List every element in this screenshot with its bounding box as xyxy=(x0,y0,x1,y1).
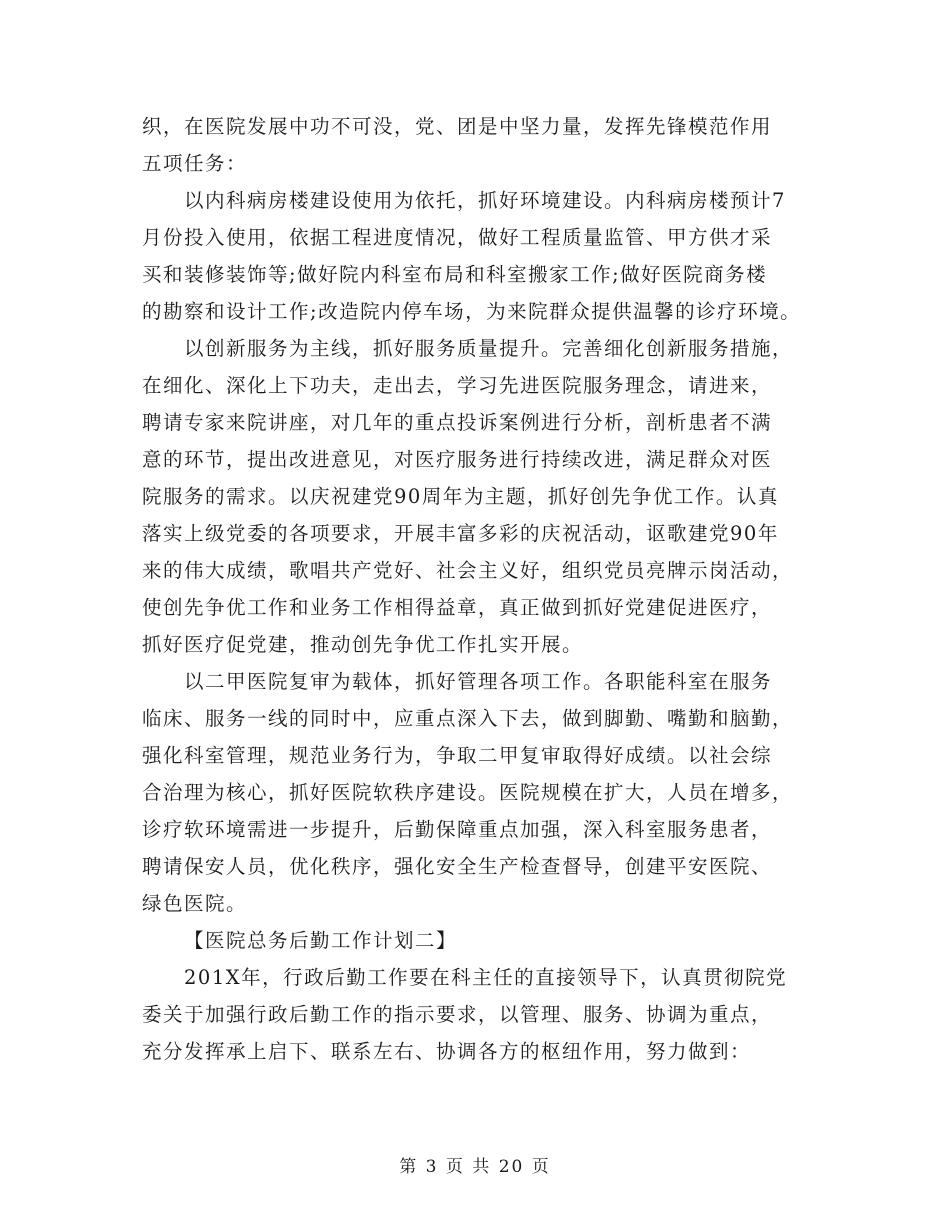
paragraph-start-line: 201X年，行政后勤工作要在科主任的直接领导下，认真贯彻院党 xyxy=(184,966,788,989)
text-line: 抓好医疗促党建，推动创先争优工作扎实开展。 xyxy=(142,633,584,656)
text-line: 意的环节，提出改进意见，对医疗服务进行持续改进，满足群众对医 xyxy=(142,448,773,471)
text-line: 临床、服务一线的同时中，应重点深入下去，做到脚勤、嘴勤和脑勤， xyxy=(142,707,794,730)
section-heading: 【医院总务后勤工作计划二】 xyxy=(184,929,458,952)
text-line: 充分发挥承上启下、联系左右、协调各方的枢纽作用，努力做到： xyxy=(142,1040,752,1063)
text-line: 的勘察和设计工作;改造院内停车场，为来院群众提供温馨的诊疗环境。 xyxy=(142,300,802,323)
page-number-footer: 第 3 页 共 20 页 xyxy=(399,1157,551,1177)
paragraph-start-line: 以内科病房楼建设使用为依托，抓好环境建设。内科病房楼预计7 xyxy=(184,189,786,212)
paragraph-start-line: 以二甲医院复审为载体，抓好管理各项工作。各职能科室在服务 xyxy=(184,670,773,693)
text-line: 绿色医院。 xyxy=(142,892,248,915)
text-line: 诊疗软环境需进一步提升，后勤保障重点加强，深入科室服务患者， xyxy=(142,818,773,841)
text-line: 合治理为核心，抓好医院软秩序建设。医院规模在扩大，人员在增多， xyxy=(142,781,794,804)
text-line: 来的伟大成绩，歌唱共产党好、社会主义好，组织党员亮牌示岗活动， xyxy=(142,559,794,582)
text-line: 织，在医院发展中功不可没，党、团是中坚力量，发挥先锋模范作用 xyxy=(142,115,773,138)
text-line: 在细化、深化上下功夫，走出去，学习先进医院服务理念，请进来， xyxy=(142,374,773,397)
text-line: 落实上级党委的各项要求，开展丰富多彩的庆祝活动，讴歌建党90年 xyxy=(142,522,779,545)
text-line: 买和装修装饰等;做好院内科室布局和科室搬家工作;做好医院商务楼 xyxy=(142,263,768,286)
text-line: 委关于加强行政后勤工作的指示要求，以管理、服务、协调为重点， xyxy=(142,1003,773,1026)
text-line: 聘请专家来院讲座，对几年的重点投诉案例进行分析，剖析患者不满 xyxy=(142,411,773,434)
text-line: 五项任务： xyxy=(142,152,248,175)
text-line: 聘请保安人员，优化秩序，强化安全生产检查督导，创建平安医院、 xyxy=(142,855,773,878)
text-line: 强化科室管理，规范业务行为，争取二甲复审取得好成绩。以社会综 xyxy=(142,744,773,767)
text-line: 月份投入使用，依据工程进度情况，做好工程质量监管、甲方供才采 xyxy=(142,226,773,249)
document-body xyxy=(142,108,832,1070)
text-line: 使创先争优工作和业务工作相得益章，真正做到抓好党建促进医疗， xyxy=(142,596,773,619)
paragraph-start-line: 以创新服务为主线，抓好服务质量提升。完善细化创新服务措施， xyxy=(184,337,794,360)
text-line: 院服务的需求。以庆祝建党90周年为主题，抓好创先争优工作。认真 xyxy=(142,485,779,508)
